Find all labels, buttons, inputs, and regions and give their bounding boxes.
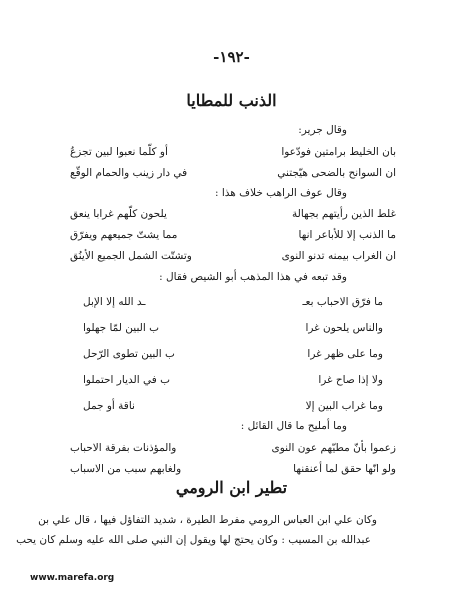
prose-line: عبدالله بن المسيب : وكان يحتج لها ويقول إن النبي صلى الله عليه وسلم كان يحب	[16, 534, 371, 546]
verse-second-half: في دار زينب والحمام الوقّع	[70, 167, 188, 179]
verse-first-half: ولا إذا صاح غرا	[318, 374, 383, 386]
prose-line: وكان علي ابن العباس الرومي مفرط الطيرة ، شديد التفاؤل فيها ، قال علي بن	[38, 514, 377, 526]
verse-first-half: ان السوانح بالضحى هيّجتني	[277, 167, 396, 179]
verse-second-half: مما يشتّ جميعهم ويفرّق	[70, 229, 178, 241]
verse-line	[70, 146, 396, 158]
verse-second-half: ولغابهم سبب من الاسباب	[70, 463, 182, 475]
verse-second-half: ب في الديار احتملوا	[83, 374, 170, 386]
verse-second-half: وتشتّت الشمل الجميع الأينُق	[70, 250, 192, 262]
verse-line	[83, 322, 383, 334]
verse-line	[83, 296, 383, 308]
intro-line: وقال عوف الراهب خلاف هذا :	[215, 187, 347, 199]
verse-first-half: وما غراب البين إلا	[305, 400, 383, 412]
verse-line	[83, 348, 383, 360]
verse-second-half: ناقة أو جمل	[83, 400, 135, 412]
verse-first-half: وما على ظهر غرا	[307, 348, 383, 360]
verse-first-half: زعموا بأنّ مطيّهم عون النوى	[271, 442, 396, 454]
page-number: -١٩٢-	[213, 48, 250, 66]
verse-line	[70, 167, 396, 179]
verse-second-half: ـد الله إلا الإبل	[83, 296, 146, 308]
verse-line	[70, 463, 396, 475]
verse-first-half: بان الخليط برامتين فودّعوا	[281, 146, 396, 158]
website-footer: www.marefa.org	[30, 573, 115, 583]
verse-first-half: ان الغراب بيمنه تدنو النوى	[281, 250, 396, 262]
verse-second-half: ب البين لمّا جهلوا	[83, 322, 159, 334]
verse-second-half: ب البين تطوى الرّحل	[83, 348, 175, 360]
verse-line	[70, 229, 396, 241]
intro-line: وما أمليح ما قال القائل :	[240, 420, 347, 432]
verse-first-half: ولو انّها حقق لما أعنقنها	[293, 463, 396, 475]
verse-first-half: ما الذنب إلا للأباعر انها	[298, 229, 396, 241]
verse-line	[83, 400, 383, 412]
verse-line	[83, 374, 383, 386]
section-title: تطير ابن الرومي	[175, 478, 288, 497]
section-title: الذنب للمطايا	[186, 91, 277, 110]
intro-line: وقد تبعه في هذا المذهب أبو الشيص فقال :	[159, 271, 347, 283]
intro-line: وقال جرير:	[298, 124, 347, 136]
verse-first-half: غلط الذين رأيتهم بجهالة	[292, 208, 396, 220]
verse-second-half: أو كلّما نعبوا لبين تجزعُ	[70, 146, 168, 158]
verse-first-half: ما فرّق الاحباب بعـ	[302, 296, 383, 308]
verse-line	[70, 250, 396, 262]
verse-line	[70, 208, 396, 220]
verse-second-half: يلحون كلّهم غرابا ينعق	[70, 208, 167, 220]
verse-second-half: والمؤذنات بفرقة الاحباب	[70, 442, 177, 454]
verse-first-half: والناس يلحون غرا	[305, 322, 383, 334]
verse-line	[70, 442, 396, 454]
